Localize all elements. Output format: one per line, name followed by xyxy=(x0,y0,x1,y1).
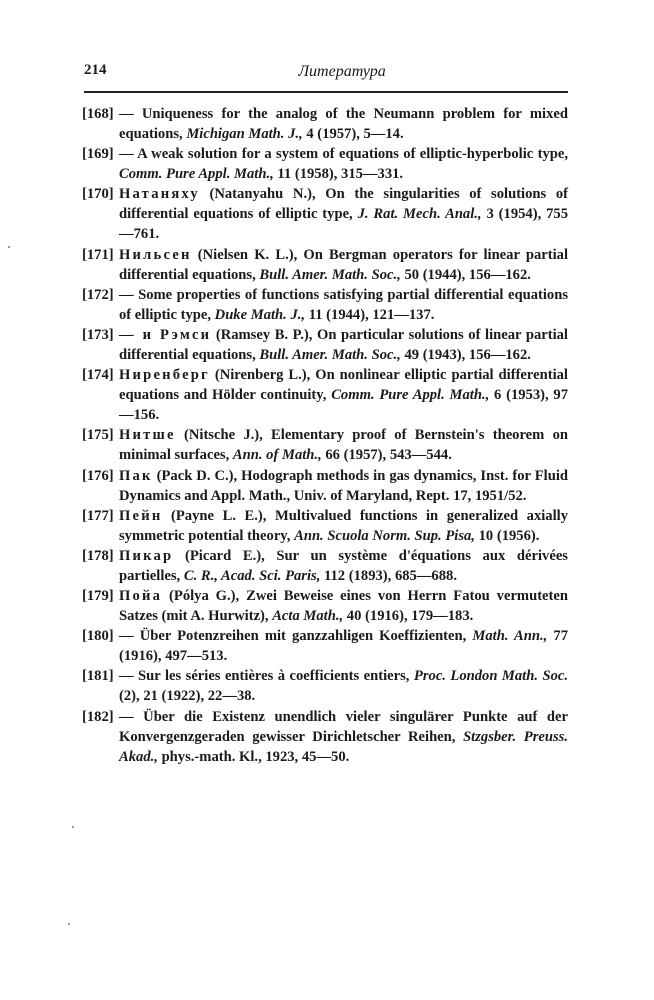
reference-author: Пак xyxy=(119,467,153,484)
reference-text: (Payne L. E.), Multivalued functions in generalized axially symmetric potential theory, xyxy=(119,507,568,544)
scan-speck xyxy=(72,826,74,828)
reference-source: Proc. London Math. Soc. xyxy=(413,668,568,685)
scan-speck xyxy=(68,923,70,925)
reference-text: (Natanyahu N.), On the singularities of solutions of differential equations of elliptic type, xyxy=(119,186,568,223)
reference-details: 66 (1957), 543—544. xyxy=(321,447,452,464)
reference-entry xyxy=(82,425,568,465)
reference-text: — Uniqueness for the analog of the Neumann problem for mixed equations, xyxy=(119,106,568,142)
reference-text: (Ramsey B. P.), On particular solutions of linear partial differential equations, xyxy=(119,326,568,363)
reference-number: [174] xyxy=(82,367,114,384)
reference-number: [172] xyxy=(82,286,114,303)
reference-number: [177] xyxy=(82,507,114,524)
header-rule xyxy=(84,91,568,93)
reference-details: 10 (1956). xyxy=(474,527,540,544)
reference-details: 11 (1958), 315—331. xyxy=(273,166,404,183)
reference-text: — Sur les séries entières à coefficients entiers, xyxy=(119,668,414,685)
reference-source: Acta Math., xyxy=(272,608,344,625)
reference-author: Пикар xyxy=(119,547,174,564)
reference-entry xyxy=(82,666,568,706)
reference-source: Bull. Amer. Math. Soc., xyxy=(259,266,401,283)
reference-source: Math. Ann., xyxy=(472,628,548,645)
reference-number: [179] xyxy=(82,588,114,605)
reference-entry xyxy=(82,506,568,546)
running-head: Литература xyxy=(298,63,386,80)
reference-number: [168] xyxy=(82,106,114,122)
reference-text: (Picard E.), Sur un système d'équations aux dérivées partielles, xyxy=(119,547,568,584)
reference-number: [170] xyxy=(82,186,114,203)
reference-author: Ниренберг xyxy=(119,367,210,384)
reference-entry xyxy=(82,546,568,586)
reference-source: Bull. Amer. Math. Soc., xyxy=(259,346,401,363)
reference-text: — Some properties of functions satisfying partial differential equations of elliptic type, xyxy=(119,286,568,323)
reference-author: — и Рэмси xyxy=(119,326,212,343)
reference-text: (Nirenberg L.), On nonlinear elliptic partial differential equations and Hölder continuity, xyxy=(119,367,568,404)
reference-source: Stzgsber. Preuss. Akad., xyxy=(119,728,569,765)
reference-source: Ann. of Math., xyxy=(232,447,322,464)
reference-details: phys.-math. Kl., 1923, 45—50. xyxy=(157,748,350,765)
reference-entry xyxy=(82,586,568,626)
page-number: 214 xyxy=(84,62,107,78)
reference-number: [175] xyxy=(82,427,114,444)
reference-text: (Nielsen K. L.), On Bergman operators for linear partial differential equations, xyxy=(119,246,568,283)
reference-author: Нильсен xyxy=(119,246,192,263)
reference-details: 40 (1916), 179—183. xyxy=(343,608,474,625)
reference-author: Пойа xyxy=(119,588,163,605)
reference-number: [171] xyxy=(82,246,114,263)
reference-source: Comm. Pure Appl. Math., xyxy=(119,166,274,183)
reference-details: 6 (1953), 97—156. xyxy=(119,387,568,424)
reference-source: Ann. Scuola Norm. Sup. Pisa, xyxy=(294,527,475,544)
reference-details: 77 (1916), 497—513. xyxy=(119,628,568,665)
scan-speck xyxy=(8,246,10,248)
reference-number: [169] xyxy=(82,146,114,163)
reference-author: Нитше xyxy=(119,427,176,444)
reference-entry xyxy=(82,245,568,285)
reference-entry xyxy=(82,104,568,144)
reference-number: [182] xyxy=(82,708,114,725)
reference-list xyxy=(82,104,568,767)
reference-text: (Pack D. C.), Hodograph methods in gas dynamics, Inst. for Fluid Dynamics and Appl. Math., Univ. of Maryland, Rept. 17, 1951/52. xyxy=(119,467,568,504)
reference-details: 49 (1943), 156—162. xyxy=(400,346,531,363)
reference-source: Duke Math. J., xyxy=(214,306,306,323)
reference-author: Пейн xyxy=(119,507,163,524)
reference-source: Comm. Pure Appl. Math., xyxy=(331,387,490,404)
reference-details: 11 (1944), 121—137. xyxy=(305,306,435,323)
reference-entry xyxy=(82,365,568,425)
reference-number: [176] xyxy=(82,467,114,484)
reference-author: Натаняху xyxy=(119,186,200,203)
reference-source: C. R., Acad. Sci. Paris, xyxy=(183,567,321,584)
reference-details: 50 (1944), 156—162. xyxy=(400,266,531,283)
reference-entry xyxy=(82,626,568,666)
reference-details: 4 (1957), 5—14. xyxy=(302,126,404,142)
reference-entry xyxy=(82,707,568,767)
reference-text: — Über Potenzreihen mit ganzzahligen Koeffizienten, xyxy=(119,628,473,645)
reference-source: J. Rat. Mech. Anal., xyxy=(357,206,482,223)
reference-entry xyxy=(82,325,568,365)
reference-source: Michigan Math. J., xyxy=(186,126,303,142)
reference-number: [173] xyxy=(82,326,114,343)
reference-entry xyxy=(82,466,568,506)
reference-number: [180] xyxy=(82,628,114,645)
reference-entry xyxy=(82,184,568,244)
reference-number: [181] xyxy=(82,668,114,685)
reference-details: 3 (1954), 755—761. xyxy=(119,206,568,243)
reference-details: (2), 21 (1922), 22—38. xyxy=(119,688,256,705)
reference-text: — Über die Existenz unendlich vieler singulärer Punkte auf der Konvergenzgeraden gewisser Dirichletscher Reihen, xyxy=(119,708,568,745)
reference-text: (Pólya G.), Zwei Beweise eines von Herrn Fatou vermuteten Satzes (mit A. Hurwitz), xyxy=(119,588,568,625)
reference-details: 112 (1893), 685—688. xyxy=(320,567,457,584)
reference-text: — A weak solution for a system of equations of elliptic-hyperbolic type, xyxy=(119,146,568,163)
reference-entry xyxy=(82,285,568,325)
reference-text: (Nitsche J.), Elementary proof of Bernstein's theorem on minimal surfaces, xyxy=(119,427,568,464)
reference-number: [178] xyxy=(82,547,114,564)
reference-entry xyxy=(82,144,568,184)
